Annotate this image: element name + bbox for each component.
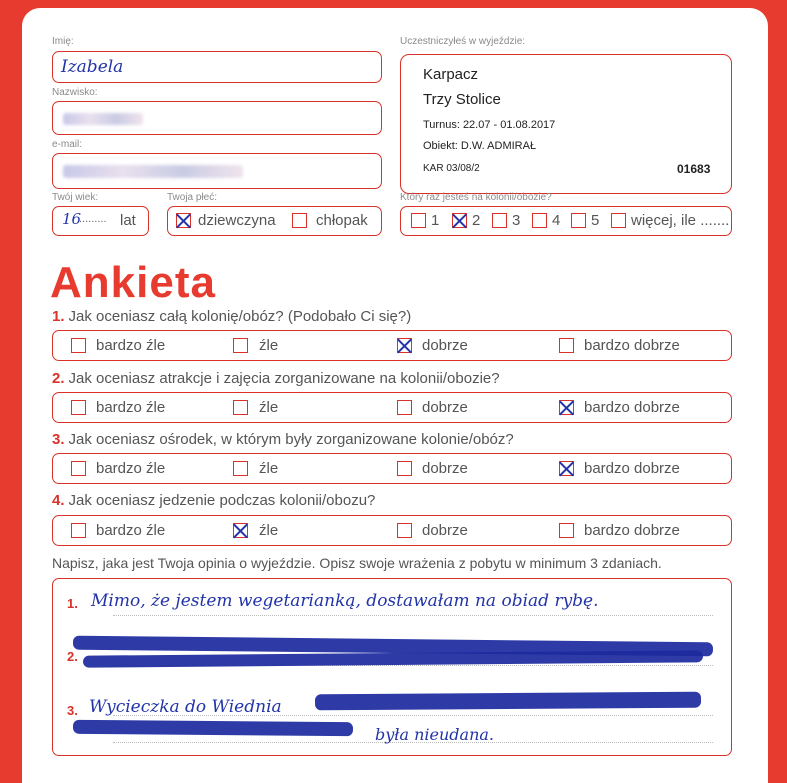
surname-field[interactable] (52, 101, 382, 135)
question-2-number: 2. (52, 370, 65, 387)
times-checkbox-1[interactable] (411, 213, 426, 228)
trip-code: KAR 03/08/2 (423, 163, 480, 174)
q4-checkbox-bardzo-dobrze[interactable] (559, 523, 574, 538)
q1-option-dobrze: dobrze (422, 337, 468, 354)
q2-option-bardzo-zle: bardzo źle (96, 399, 166, 416)
q4-checkbox-zle[interactable] (233, 523, 248, 538)
gender-checkbox-dziewczyna[interactable] (176, 213, 191, 228)
times-option-3: 3 (512, 212, 521, 229)
q2-checkbox-zle[interactable] (233, 400, 248, 415)
q2-option-dobrze: dobrze (422, 399, 468, 416)
q4-option-bardzo-zle: bardzo źle (96, 522, 166, 539)
q3-option-dobrze: dobrze (422, 460, 468, 477)
email-field[interactable] (52, 153, 382, 189)
question-1-answers (52, 330, 732, 361)
question-3-number: 3. (52, 431, 65, 448)
opinion-line-3-number: 3. (67, 703, 78, 718)
q3-checkbox-bardzo-dobrze[interactable] (559, 461, 574, 476)
q4-checkbox-bardzo-zle[interactable] (71, 523, 86, 538)
redacted-surname (63, 113, 143, 125)
question-2-text: Jak oceniasz atrakcje i zajęcia zorganizowane na kolonii/obozie? (68, 370, 500, 387)
gender-field (167, 206, 382, 236)
q1-option-bardzo-dobrze: bardzo dobrze (584, 337, 680, 354)
opinion-line-3-text: Wycieczka do Wiednia (89, 697, 282, 717)
times-checkbox-5[interactable] (571, 213, 586, 228)
times-option-more: więcej, ile ....... (631, 212, 730, 229)
name-value: Izabela (61, 57, 124, 77)
question-4-text: Jak oceniasz jedzenie podczas kolonii/obozu? (68, 492, 376, 509)
question-3-answers (52, 453, 732, 484)
q4-option-zle: źle (259, 522, 279, 539)
gender-option-chlopak: chłopak (316, 212, 368, 229)
times-option-4: 4 (552, 212, 561, 229)
q2-checkbox-dobrze[interactable] (397, 400, 412, 415)
question-4 (52, 492, 375, 509)
redacted-email (63, 165, 243, 178)
age-unit: lat (120, 212, 136, 229)
times-option-1: 1 (431, 212, 440, 229)
q1-checkbox-bardzo-zle[interactable] (71, 338, 86, 353)
opinion-prompt: Napisz, jaka jest Twoja opinia o wyjeździe. Opisz swoje wrażenia z pobytu w minimum 3 zdaniach. (52, 555, 662, 571)
times-option-2: 2 (472, 212, 481, 229)
opinion-line-4-text: była nieudana. (375, 725, 494, 744)
question-2 (52, 370, 500, 387)
q2-option-zle: źle (259, 399, 279, 416)
opinion-line-1-text: Mimo, że jestem wegetarianką, dostawałam na obiad rybę. (91, 591, 599, 611)
q3-option-zle: źle (259, 460, 279, 477)
trip-box (400, 54, 732, 194)
q4-checkbox-dobrze[interactable] (397, 523, 412, 538)
times-field (400, 206, 732, 236)
survey-title: Ankieta (50, 258, 216, 307)
opinion-line-1-rule (113, 615, 713, 616)
times-checkbox-more[interactable] (611, 213, 626, 228)
q4-option-dobrze: dobrze (422, 522, 468, 539)
age-dots: ......... (79, 213, 107, 225)
q3-checkbox-bardzo-zle[interactable] (71, 461, 86, 476)
survey-sheet (22, 8, 768, 783)
gender-option-dziewczyna: dziewczyna (198, 212, 276, 229)
times-label: Który raz jesteś na kolonii/obozie? (400, 192, 552, 203)
q2-checkbox-bardzo-zle[interactable] (71, 400, 86, 415)
age-label: Twój wiek: (52, 192, 99, 203)
opinion-line-1-number: 1. (67, 596, 78, 611)
question-1-text: Jak oceniasz całą kolonię/obóz? (Podobało Ci się?) (68, 308, 412, 325)
question-1-number: 1. (52, 308, 65, 325)
question-2-answers (52, 392, 732, 423)
trip-label: Uczestniczyłeś w wyjeździe: (400, 36, 526, 47)
age-field[interactable] (52, 206, 149, 236)
times-checkbox-4[interactable] (532, 213, 547, 228)
question-4-answers (52, 515, 732, 546)
gender-label: Twoja płeć: (167, 192, 218, 203)
opinion-line-3-scribble (315, 692, 701, 711)
q1-checkbox-bardzo-dobrze[interactable] (559, 338, 574, 353)
opinion-line-2-number: 2. (67, 649, 78, 664)
trip-name: Trzy Stolice (423, 91, 501, 108)
times-option-5: 5 (591, 212, 600, 229)
question-3-text: Jak oceniasz ośrodek, w którym były zorganizowane kolonie/obóz? (68, 431, 514, 448)
q3-checkbox-zle[interactable] (233, 461, 248, 476)
q4-option-bardzo-dobrze: bardzo dobrze (584, 522, 680, 539)
name-field[interactable] (52, 51, 382, 83)
q1-option-zle: źle (259, 337, 279, 354)
q1-checkbox-zle[interactable] (233, 338, 248, 353)
surname-label: Nazwisko: (52, 87, 98, 98)
trip-turnus: Turnus: 22.07 - 01.08.2017 (423, 119, 556, 131)
email-label: e-mail: (52, 139, 83, 150)
q3-option-bardzo-dobrze: bardzo dobrze (584, 460, 680, 477)
q2-checkbox-bardzo-dobrze[interactable] (559, 400, 574, 415)
trip-number: 01683 (677, 162, 711, 176)
times-checkbox-3[interactable] (492, 213, 507, 228)
q1-option-bardzo-zle: bardzo źle (96, 337, 166, 354)
q3-checkbox-dobrze[interactable] (397, 461, 412, 476)
question-1 (52, 308, 411, 325)
q2-option-bardzo-dobrze: bardzo dobrze (584, 399, 680, 416)
age-value: 16 (62, 210, 82, 228)
opinion-line-4-scribble (73, 720, 353, 736)
trip-obiekt: Obiekt: D.W. ADMIRAŁ (423, 140, 537, 152)
q3-option-bardzo-zle: bardzo źle (96, 460, 166, 477)
opinion-box[interactable] (52, 578, 732, 756)
question-3 (52, 431, 514, 448)
question-4-number: 4. (52, 492, 65, 509)
times-checkbox-2[interactable] (452, 213, 467, 228)
q1-checkbox-dobrze[interactable] (397, 338, 412, 353)
trip-city: Karpacz (423, 66, 479, 83)
gender-checkbox-chlopak[interactable] (292, 213, 307, 228)
name-label: Imię: (52, 36, 74, 47)
